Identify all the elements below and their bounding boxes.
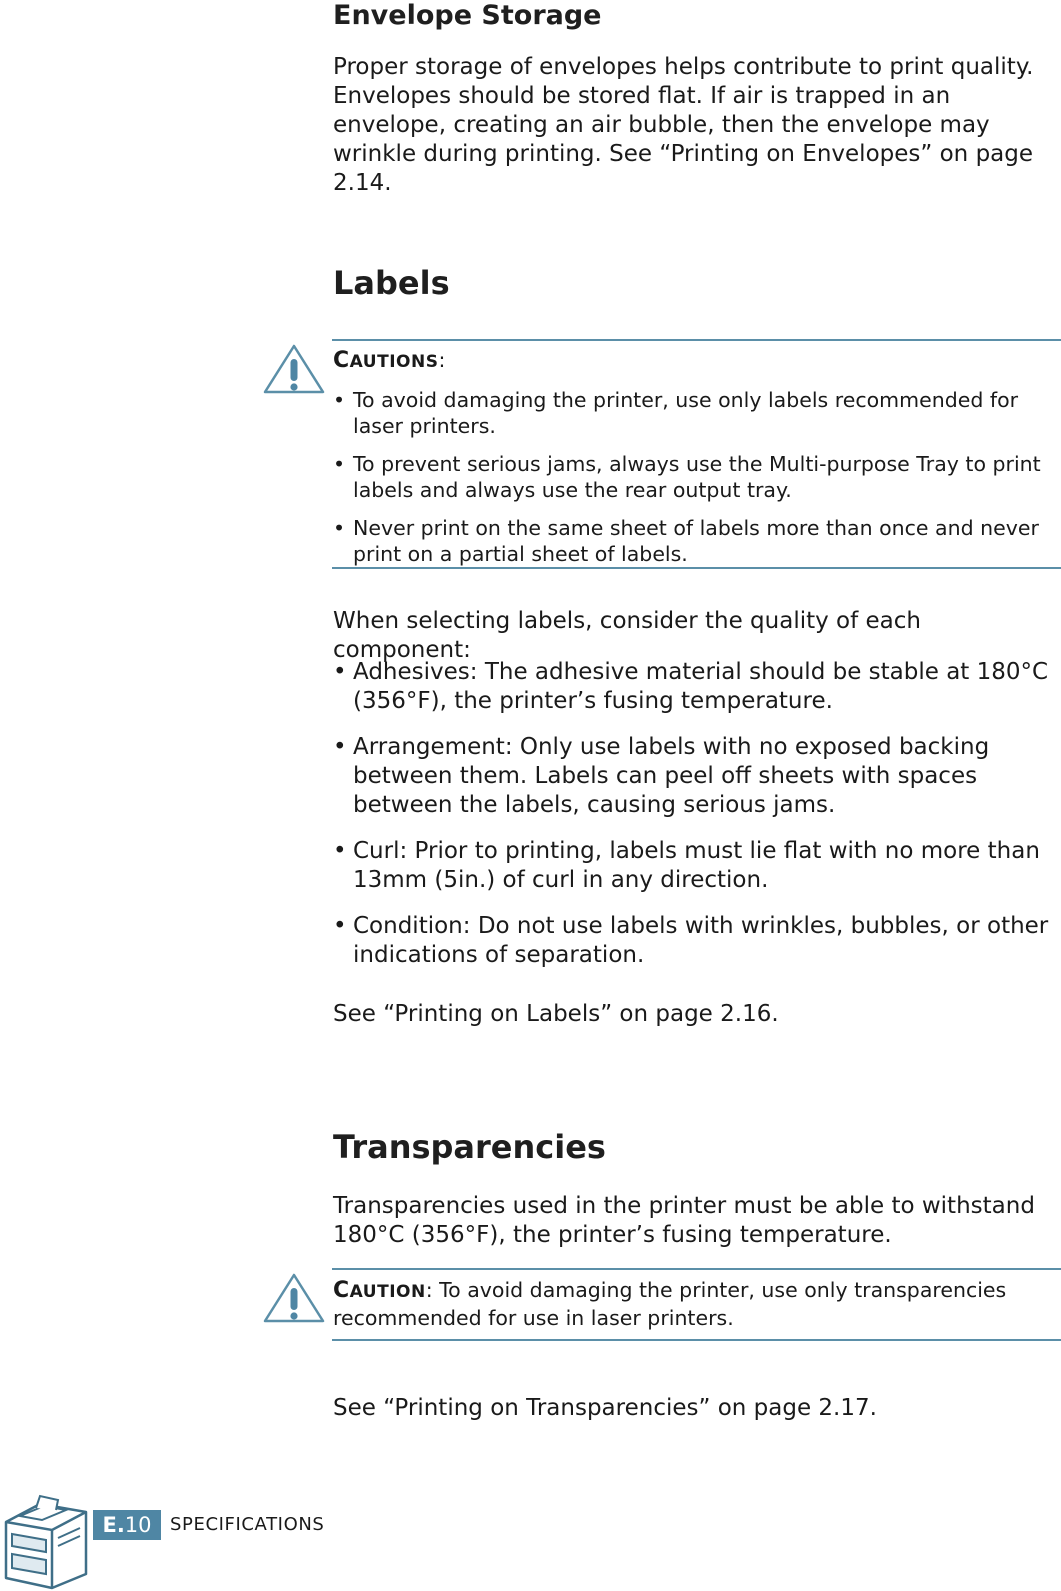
labels-caution-box (262, 339, 1061, 571)
caution-item: • To prevent serious jams, always use the Multi-purpose Tray to print labels and always use the rear output tray. (333, 451, 1047, 503)
transparencies-see-also: See “Printing on Transparencies” on page 2.17. (333, 1395, 877, 1421)
page-footer (0, 1470, 400, 1591)
transparencies-caution-box (262, 1268, 1061, 1343)
labels-component-list (333, 658, 1061, 987)
caution-rule-bottom (332, 1339, 1061, 1341)
caution-triangle-icon (262, 343, 326, 395)
footer-section-name: SPECIFICATIONS (170, 1514, 325, 1535)
list-item: • Curl: Prior to printing, labels must lie flat with no more than 13mm (5in.) of curl in any direction. (333, 837, 1061, 895)
caution-rule-bottom (332, 567, 1061, 569)
list-item: • Adhesives: The adhesive material should be stable at 180°C (356°F), the printer’s fusing temperature. (333, 658, 1061, 716)
caution-label: CAUTIONS: (333, 348, 446, 373)
caution-text: : To avoid damaging the printer, use only transparencies recommended for use in laser printers. (333, 1278, 1007, 1330)
transparencies-paragraph: Transparencies used in the printer must be able to withstand 180°C (356°F), the printer’s fusing temperature. (333, 1193, 1035, 1248)
section-heading-transparencies: Transparencies (333, 1128, 606, 1166)
caution-body (333, 347, 1047, 567)
caution-rule-top (332, 339, 1061, 341)
caution-label: CAUTION (333, 1278, 426, 1303)
list-item: • Condition: Do not use labels with wrinkles, bubbles, or other indications of separation. (333, 912, 1061, 970)
labels-see-also: See “Printing on Labels” on page 2.16. (333, 1001, 779, 1027)
list-item: • Arrangement: Only use labels with no exposed backing between them. Labels can peel off sheets with spaces between the labels, causing serious jams. (333, 733, 1061, 820)
printer-icon (0, 1482, 90, 1590)
envelope-storage-paragraph: Proper storage of envelopes helps contribute to print quality. Envelopes should be stored flat. If air is trapped in an envelope, creating an air bubble, then the envelope may wrinkle during printing. See “Printing on Envelopes” on page 2.14. (333, 54, 1034, 196)
caution-rule-top (332, 1268, 1061, 1270)
page-number-badge: E.10 (93, 1510, 161, 1540)
caution-item: • To avoid damaging the printer, use only labels recommended for laser printers. (333, 387, 1047, 439)
caution-body (333, 1277, 1047, 1331)
section-heading-labels: Labels (333, 264, 450, 302)
caution-triangle-icon (262, 1272, 326, 1324)
labels-intro: When selecting labels, consider the quality of each component: (333, 608, 921, 663)
caution-item: • Never print on the same sheet of labels more than once and never print on a partial sheet of labels. (333, 515, 1047, 567)
section-heading-envelope-storage: Envelope Storage (333, 0, 602, 31)
